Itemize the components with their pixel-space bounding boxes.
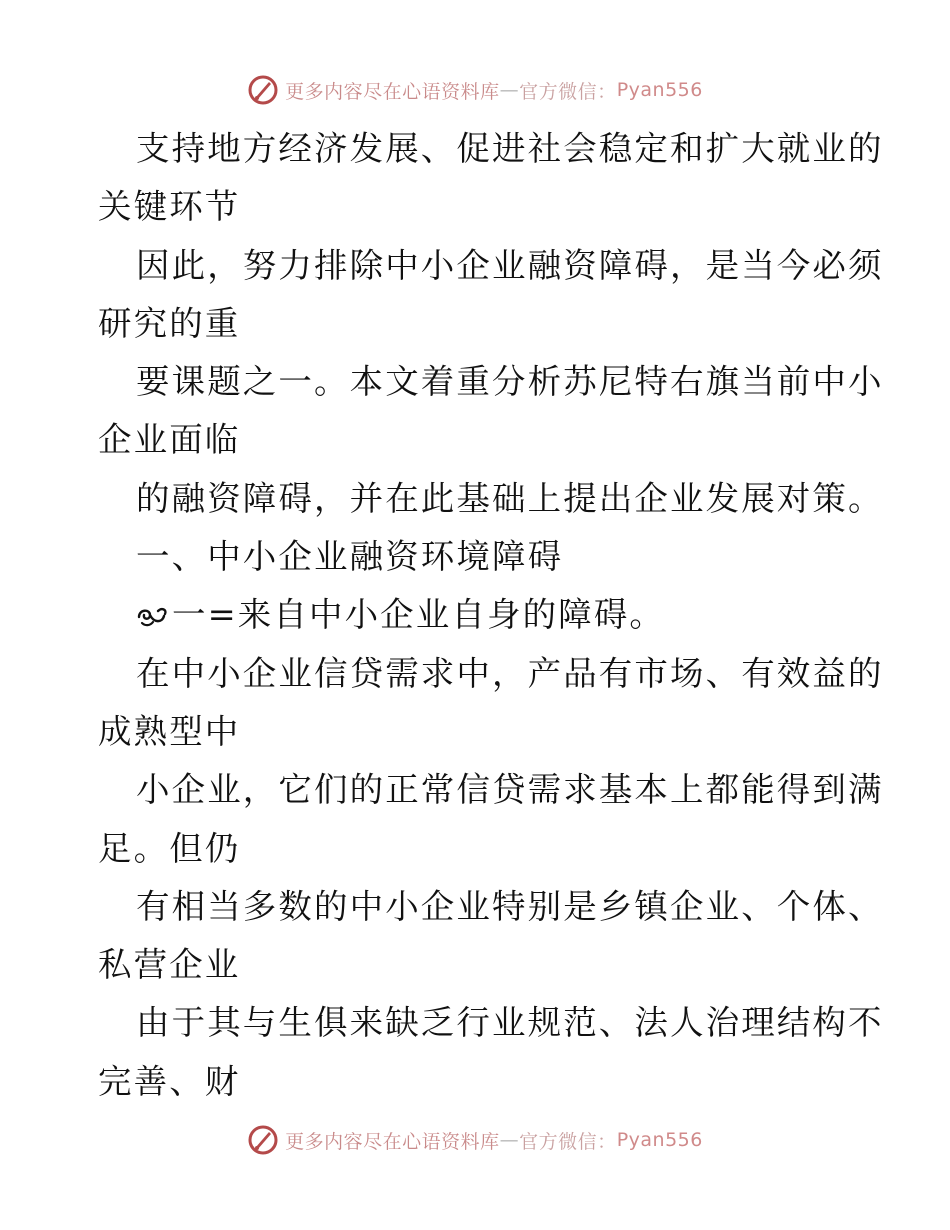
quill-circle-logo-icon xyxy=(247,1124,279,1156)
footer-watermark xyxy=(0,1120,950,1160)
text-line: 支持地方经济发展、促进社会稳定和扩大就业的 xyxy=(136,129,884,168)
watermark-separator: — xyxy=(499,1129,520,1151)
text-line: 研究的重 xyxy=(98,303,241,343)
watermark-title: 更多内容尽在心语资料库 xyxy=(285,80,500,103)
quill-circle-logo-icon xyxy=(247,74,279,106)
text-line: 小企业，它们的正常信贷需求基本上都能得到满 xyxy=(136,770,884,810)
text-line: 完善、财 xyxy=(98,1061,241,1101)
text-line: 足。但仍 xyxy=(98,828,241,868)
watermark-wechat-handle: Pyan556 xyxy=(616,79,703,101)
watermark-wechat-label: 官方微信： xyxy=(519,1130,617,1153)
header-watermark xyxy=(0,70,950,110)
text-line: 关键环节 xyxy=(98,187,241,227)
swirl-ornament-icon xyxy=(136,588,170,646)
document-body xyxy=(98,120,884,1111)
text-line: 因此，努力排除中小企业融资障碍，是当今必须 xyxy=(136,245,884,285)
watermark-wechat-label: 官方微信： xyxy=(519,80,617,103)
watermark-separator: — xyxy=(499,79,520,101)
subsection-heading xyxy=(98,586,858,644)
watermark-wechat-handle: Pyan556 xyxy=(616,1129,703,1151)
text-line: 要课题之一。本文着重分析苏尼特右旗当前中小 xyxy=(136,362,884,402)
text-line: 在中小企业信贷需求中，产品有市场、有效益的 xyxy=(136,653,884,693)
section-heading: 一、中小企业融资环境障碍 xyxy=(136,537,564,577)
text-line: 由于其与生俱来缺乏行业规范、法人治理结构不 xyxy=(136,1003,884,1043)
text-line: 的融资障碍，并在此基础上提出企业发展对策。 xyxy=(136,478,884,518)
text-line: 企业面临 xyxy=(98,420,241,460)
text-line: 私营企业 xyxy=(98,945,241,985)
text-line: 成熟型中 xyxy=(98,711,241,751)
subsection-heading-text: 一=来自中小企业自身的障碍。 xyxy=(172,595,665,635)
watermark-title: 更多内容尽在心语资料库 xyxy=(285,1130,500,1153)
text-line: 有相当多数的中小企业特别是乡镇企业、个体、 xyxy=(136,886,884,926)
